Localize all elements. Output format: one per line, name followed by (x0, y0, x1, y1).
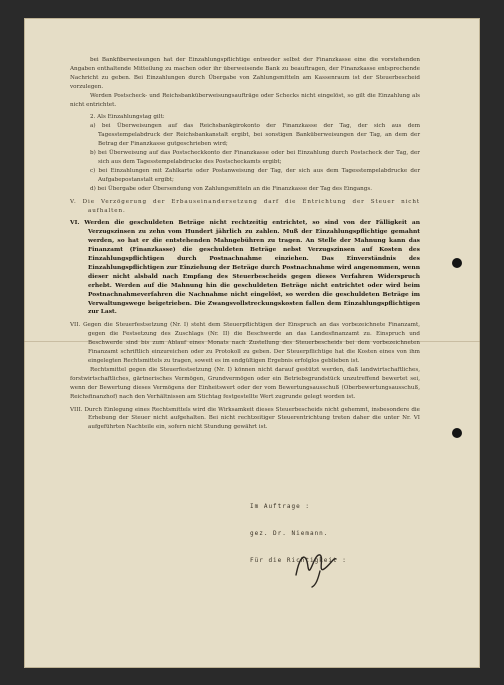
section-vi: VI. Werden die geschuldeten Beträge nicht rechtzeitig entrichtet, so sind von der Fälligkeit an Verzugszinsen zu zehn vom Hundert jährlich zu zahlen. Muß der Einzahlungspflichtige gemahnt werden, so hat er die entstehenden Mahngebühren zu tragen. An Stelle der Mahnung kann das Finanzamt (Finanzkasse) die geschuldeten Beträge nebst Verzugszinsen auf Kosten des Einzahlungspflichtigen durch Postnachnahme einziehen. Das Einverständnis des Einzahlungspflichtigen zur Einziehung der Beträge durch Postnachnahme wird angenommen, wenn dieser nicht alsbald nach Empfang des Steuerbescheids gegen dieses Verfahren Widerspruch erhebt. Werden auf die Mahnung hin die geschuldeten Beträge nicht entrichtet oder wird beim Postnachnahmeverfahren die Nachnahme nicht eingelöst, so werden die geschuldeten Beträge im Verwaltungswege beigetrieben. Die Zwangsvollstreckungskosten fallen dem Einzahlungspflichtigen zur Last. (70, 219, 420, 316)
on-behalf-label: Im Auftrage : (250, 503, 310, 510)
certification-label: Für die Richtigkeit : (250, 557, 347, 564)
section-vii: VII. Gegen die Steuerfestsetzung (Nr. I) steht dem Steuerpflichtigen der Einspruch an das vorbezeichnete Finanzamt, gegen die Festsetzung des Zuschlags (Nr. II) die Beschwerde an das Landesfinanzamt zu. Einspruch und Beschwerde sind bis zum Ablauf eines Monats nach Zustellung des Steuerbescheids bei dem vorbezeichneten Finanzamt schriftlich einzureichen oder zu Protokoll zu geben. Der Steuerpflichtige hat die Kosten eines von ihm eingelegten Rechtsmittels zu tragen, soweit es im endgültigen Ergebnis erfolglos geblieben ist. (70, 322, 420, 364)
paragraph-bank-transfer: bei Bankfiberweisungen hat der Einzahlungspflichtige entweder selbst der Finanzkasse eine die vorstehenden Angaben enthaltende Mitteilung zu machen oder ihr überweisende Bank zu beauftragen, der Finanzkasse entsprechende Nachricht zu geben. Bei Einzahlungen durch Übergabe von Zahlungsmitteln am Kassenraum ist der Steuerbescheid vorzulegen. (70, 57, 420, 90)
item-b: b) bei Überweisung auf das Postscheckkonto der Finanzkasse oder bei Einzahlung durch Postscheck der Tag, der sich aus dem Tagesstempelabdrucke des Postscheckamts ergibt; (90, 150, 420, 165)
item-c: c) bei Einzahlungen mit Zahlkarte oder Postanweisung der Tag, der sich aus dem Tagesstempelabdrucke der Aufgabepostanstalt ergibt; (90, 167, 420, 183)
paragraph-check-note: Werden Postscheck- und Reichsbanküberweisungsaufträge oder Schecks nicht eingelöst, so gilt die Einzahlung als nicht entrichtet. (70, 92, 420, 108)
section-vii-second: Rechtsmittel gegen die Steuerfestsetzung (Nr. I) können nicht darauf gestützt werden, daß landwirtschaftliches, forstwirtschaftliches, gärtnerisches Vermögen, Grundvermögen oder ein Betriebsgrundstück unzutreffend bewertet sei, wenn der Bewertung dieses Vermögens der Einheitswert oder der vom Bewertungsausschuß (Oberbewertungsausschuß, Reichsfinanzhof) nach den Verhältnissen am Stichtag festgestellte Wert zugrunde gelegt worden ist. (70, 366, 420, 400)
punch-hole (452, 258, 462, 268)
section-v: V. Die Verzögerung der Erbauseinandersetzung darf die Entrichtung der Steuer nicht aufhalten. (70, 198, 420, 214)
item-d: d) bei Übergabe oder Übersendung von Zahlungsmitteln an die Finanzkasse der Tag des Eingangs. (90, 185, 373, 192)
section-viii: VIII. Durch Einlegung eines Rechtsmittels wird die Wirksamkeit dieses Steuerbescheids nicht gehemmt, insbesondere die Erhebung der Steuer nicht aufgehalten. Bei nicht rechtzeitiger Steuerentrichtung treten daher die unter Nr. VI aufgeführten Nachteile ein, sofern nicht Stundung gewährt ist. (70, 406, 420, 431)
signer-name: gez. Dr. Niemann. (250, 530, 329, 537)
handwritten-signature (290, 545, 342, 589)
paragraph-payment-day: 2. Als Einzahlungstag gilt: (90, 114, 165, 121)
document-body (70, 56, 420, 432)
item-a: a) bei Überweisungen auf das Reichsbankgirokonto der Finanzkasse der Tag, der sich aus dem Tagesstempelabdruck der Reichsbankanstalt ergibt, bei sonstigen Banküberweisungen der Tag, an dem der Betrag der Finanzkasse gutgeschrieben wird; (90, 123, 420, 148)
punch-hole (452, 428, 462, 438)
